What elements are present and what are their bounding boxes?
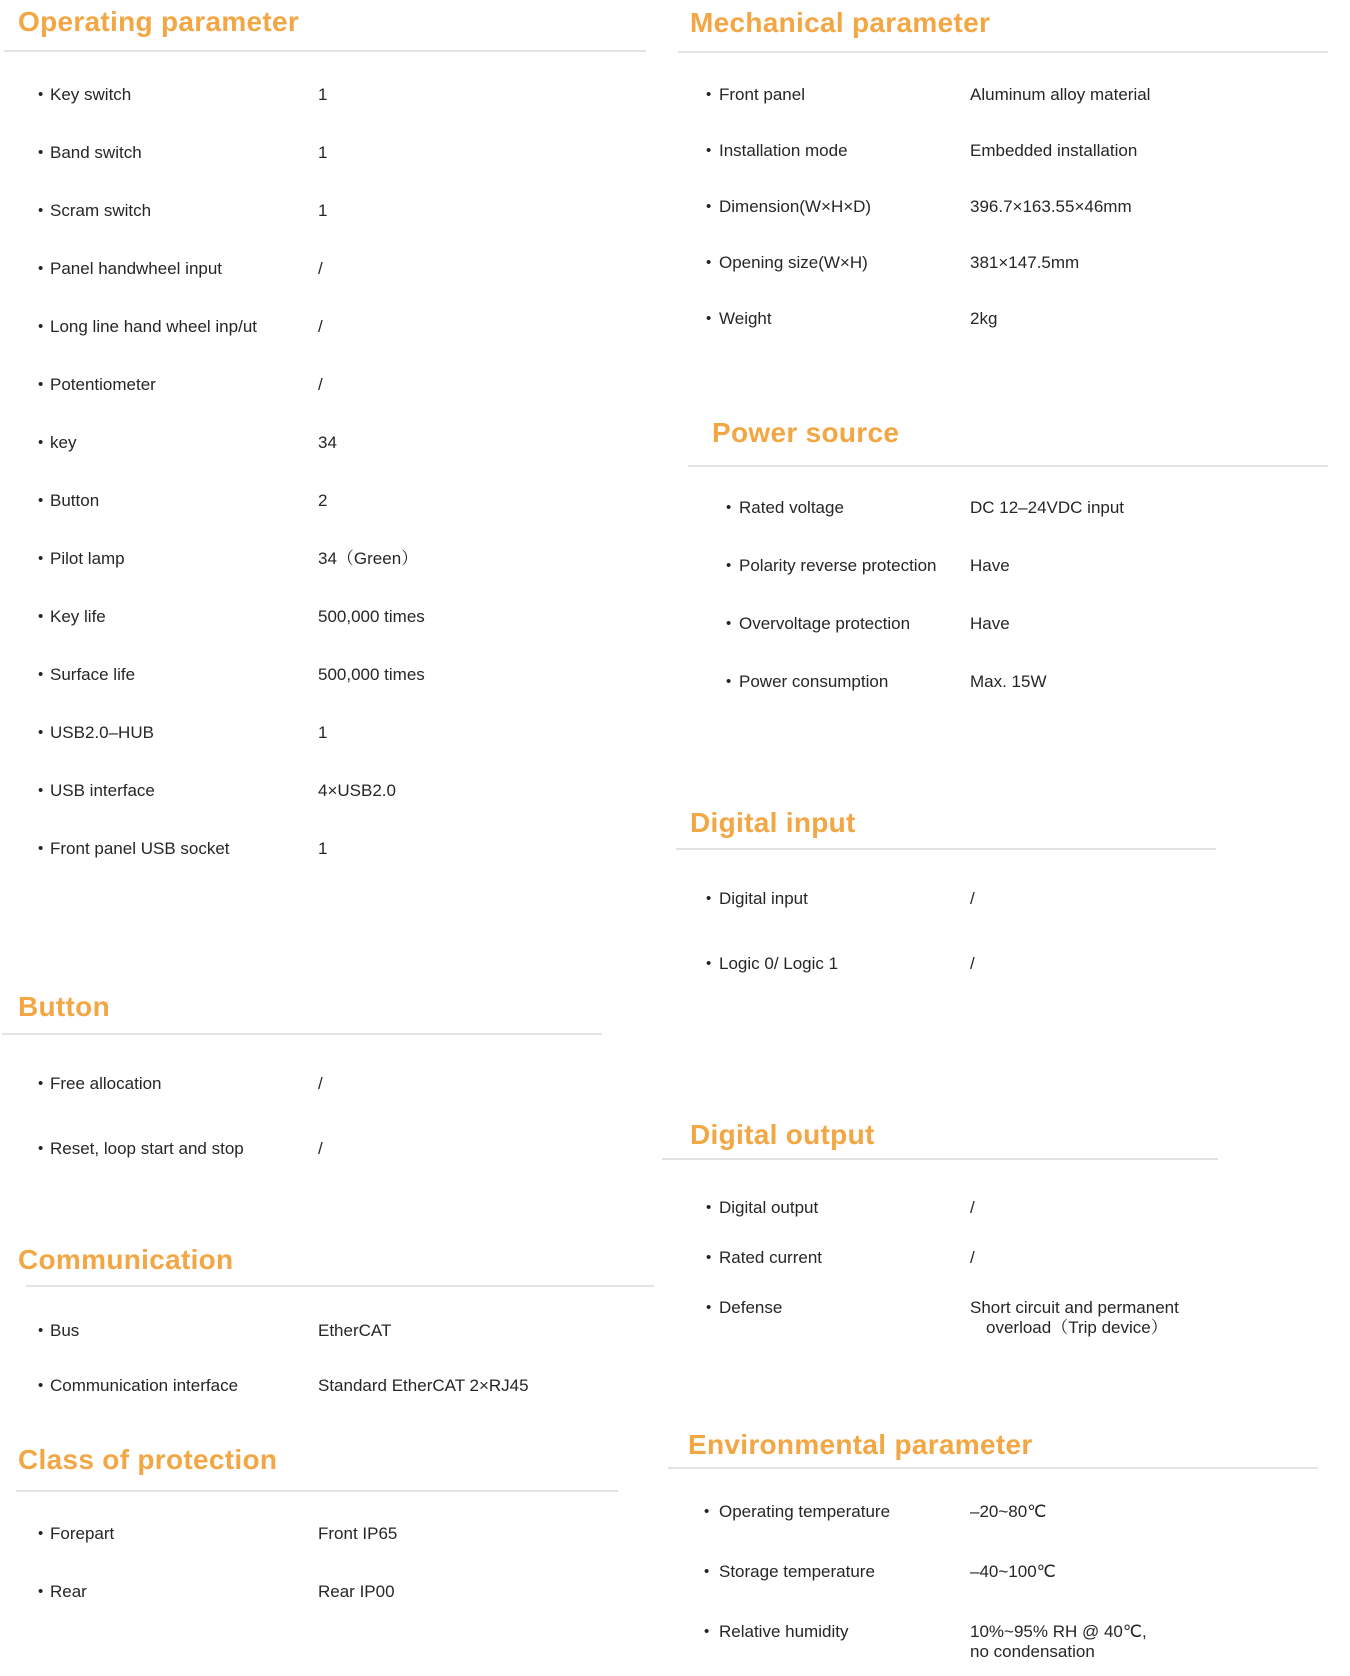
spec-label: key — [50, 433, 77, 452]
spec-label: Rated current — [719, 1248, 822, 1267]
spec-value: / — [318, 317, 323, 336]
bullet-icon: • — [704, 1563, 710, 1580]
spec-value: Short circuit and permanent overload（Trip device） — [970, 1298, 1179, 1337]
bullet-icon: • — [38, 144, 44, 161]
spec-row — [0, 1542, 1350, 1602]
spec-label: Potentiometer — [50, 375, 156, 394]
spec-value: 396.7×163.55×46mm — [970, 197, 1132, 216]
section-title: Digital input — [690, 807, 856, 838]
spec-value: 4×USB2.0 — [318, 781, 396, 800]
section-title: Digital output — [690, 1119, 875, 1150]
spec-value: Front IP65 — [318, 1524, 398, 1543]
spec-value: / — [318, 1139, 323, 1158]
spec-value: 2 — [318, 491, 328, 510]
spec-value: / — [318, 1074, 323, 1093]
bullet-icon: • — [38, 1140, 44, 1157]
spec-label: Opening size(W×H) — [719, 253, 868, 272]
bullet-icon: • — [726, 557, 732, 574]
bullet-icon: • — [706, 890, 712, 907]
spec-label: Weight — [719, 309, 772, 328]
section-title: Environmental parameter — [688, 1429, 1033, 1460]
bullet-icon: • — [38, 550, 44, 567]
section-title: Power source — [712, 417, 900, 448]
spec-value: 381×147.5mm — [970, 253, 1080, 272]
spec-label: Defense — [719, 1298, 783, 1317]
spec-label: Logic 0/ Logic 1 — [719, 954, 839, 973]
spec-row — [0, 479, 1350, 537]
spec-value: 1 — [318, 85, 328, 104]
spec-row — [0, 179, 1350, 235]
section-divider — [662, 1158, 1218, 1160]
spec-value: Max. 15W — [970, 672, 1047, 691]
bullet-icon: • — [726, 499, 732, 516]
spec-label: Scram switch — [50, 201, 152, 220]
bullet-icon: • — [38, 492, 44, 509]
spec-rows — [0, 1482, 1350, 1662]
spec-row — [0, 1233, 1350, 1283]
spec-row — [0, 1359, 1350, 1414]
spec-label: Communication interface — [50, 1376, 239, 1395]
spec-label: Operating temperature — [719, 1502, 891, 1521]
spec-value: 34（Green） — [318, 549, 419, 568]
spec-value: Embedded installation — [970, 141, 1138, 160]
bullet-icon: • — [38, 1377, 44, 1394]
spec-value: / — [970, 889, 975, 908]
spec-value: 500,000 times — [318, 607, 425, 626]
section-divider — [676, 848, 1216, 850]
spec-row — [0, 704, 1350, 762]
spec-row — [0, 1183, 1350, 1233]
spec-value: Aluminum alloy material — [970, 85, 1151, 104]
spec-value: 1 — [318, 143, 328, 162]
spec-value: DC 12–24VDC input — [970, 498, 1125, 517]
spec-value: Rear IP00 — [318, 1582, 395, 1601]
bullet-icon: • — [706, 86, 712, 103]
bullet-icon: • — [38, 1525, 44, 1542]
bullet-icon: • — [706, 1249, 712, 1266]
spec-label: Relative humidity — [719, 1622, 849, 1641]
bullet-icon: • — [38, 86, 44, 103]
spec-rows — [0, 867, 1350, 997]
spec-label: Digital output — [719, 1198, 819, 1217]
section-divider — [2, 1033, 602, 1035]
spec-label: Installation mode — [719, 141, 848, 160]
spec-label: Key life — [50, 607, 106, 626]
bullet-icon: • — [706, 254, 712, 271]
spec-row — [0, 595, 1350, 653]
spec-label: Panel handwheel input — [50, 259, 223, 278]
spec-value: / — [970, 954, 975, 973]
bullet-icon: • — [38, 376, 44, 393]
bullet-icon: • — [706, 142, 712, 159]
spec-label: Storage temperature — [719, 1562, 875, 1581]
spec-label: Long line hand wheel inp/ut — [50, 317, 257, 336]
bullet-icon: • — [704, 1623, 710, 1640]
spec-value: / — [318, 259, 323, 278]
spec-label: Surface life — [50, 665, 136, 684]
spec-value: Have — [970, 556, 1010, 575]
bullet-icon: • — [706, 1199, 712, 1216]
spec-value: / — [318, 375, 323, 394]
section-divider — [678, 51, 1328, 53]
spec-label: Key switch — [50, 85, 132, 104]
spec-label: Rear — [50, 1582, 87, 1601]
spec-label: Reset, loop start and stop — [50, 1139, 244, 1158]
spec-row — [0, 123, 1350, 179]
spec-row — [0, 1482, 1350, 1542]
bullet-icon: • — [38, 434, 44, 451]
spec-row — [0, 932, 1350, 997]
bullet-icon: • — [38, 840, 44, 857]
spec-row — [0, 235, 1350, 291]
spec-value: / — [970, 1198, 975, 1217]
bullet-icon: • — [38, 1583, 44, 1600]
section-divider — [688, 465, 1328, 467]
spec-label: Dimension(W×H×D) — [719, 197, 872, 216]
spec-row — [0, 1117, 1350, 1182]
spec-label: Bus — [50, 1321, 80, 1340]
spec-value: –20~80℃ — [970, 1502, 1047, 1521]
spec-rows — [0, 1052, 1350, 1182]
bullet-icon: • — [706, 1299, 712, 1316]
bullet-icon: • — [38, 1075, 44, 1092]
bullet-icon: • — [38, 1322, 44, 1339]
bullet-icon: • — [706, 955, 712, 972]
spec-value: 1 — [318, 723, 328, 742]
spec-value: 2kg — [970, 309, 998, 328]
spec-value: 10%~95% RH @ 40℃, no condensation — [970, 1622, 1147, 1661]
spec-label: Overvoltage protection — [739, 614, 911, 633]
bullet-icon: • — [726, 615, 732, 632]
bullet-icon: • — [706, 310, 712, 327]
spec-label: Rated voltage — [739, 498, 844, 517]
bullet-icon: • — [38, 782, 44, 799]
spec-rows — [0, 67, 1350, 347]
bullet-icon: • — [38, 202, 44, 219]
bullet-icon: • — [704, 1503, 710, 1520]
bullet-icon: • — [38, 608, 44, 625]
section-divider — [668, 1467, 1318, 1469]
spec-label: Band switch — [50, 143, 142, 162]
bullet-icon: • — [38, 318, 44, 335]
section-divider — [4, 50, 646, 52]
spec-label: USB interface — [50, 781, 155, 800]
bullet-icon: • — [38, 666, 44, 683]
spec-row — [0, 653, 1350, 711]
section-title: Operating parameter — [18, 6, 300, 37]
spec-label: Front panel — [719, 85, 805, 104]
spec-label: USB2.0–HUB — [50, 723, 154, 742]
spec-rows — [0, 1183, 1350, 1337]
spec-label: Forepart — [50, 1524, 115, 1543]
spec-row — [0, 1602, 1350, 1662]
spec-value: 1 — [318, 839, 328, 858]
section-title: Communication — [18, 1244, 234, 1275]
spec-rows — [0, 479, 1350, 711]
section-title: Class of protection — [18, 1444, 278, 1475]
spec-row — [0, 414, 1350, 472]
section-title: Button — [18, 991, 110, 1022]
spec-value: EtherCAT — [318, 1321, 392, 1340]
spec-label: Pilot lamp — [50, 549, 125, 568]
spec-value: Have — [970, 614, 1010, 633]
spec-value: 1 — [318, 201, 328, 220]
bullet-icon: • — [38, 260, 44, 277]
spec-value: 500,000 times — [318, 665, 425, 684]
spec-row — [0, 1283, 1350, 1337]
bullet-icon: • — [38, 724, 44, 741]
spec-row — [0, 291, 1350, 347]
spec-label: Front panel USB socket — [50, 839, 230, 858]
section-title: Mechanical parameter — [690, 7, 991, 38]
spec-label: Power consumption — [739, 672, 889, 691]
spec-label: Digital input — [719, 889, 808, 908]
bullet-icon: • — [706, 198, 712, 215]
spec-value: / — [970, 1248, 975, 1267]
spec-row — [0, 1052, 1350, 1117]
spec-row — [0, 762, 1350, 820]
spec-value: Standard EtherCAT 2×RJ45 — [318, 1376, 529, 1395]
spec-label: Free allocation — [50, 1074, 162, 1093]
spec-row — [0, 356, 1350, 414]
spec-value: –40~100℃ — [970, 1562, 1056, 1581]
spec-row — [0, 867, 1350, 932]
bullet-icon: • — [726, 673, 732, 690]
spec-value: 34 — [318, 433, 337, 452]
spec-label: Polarity reverse protection — [739, 556, 937, 575]
spec-row — [0, 67, 1350, 123]
spec-label: Button — [50, 491, 100, 510]
spec-row — [0, 537, 1350, 595]
